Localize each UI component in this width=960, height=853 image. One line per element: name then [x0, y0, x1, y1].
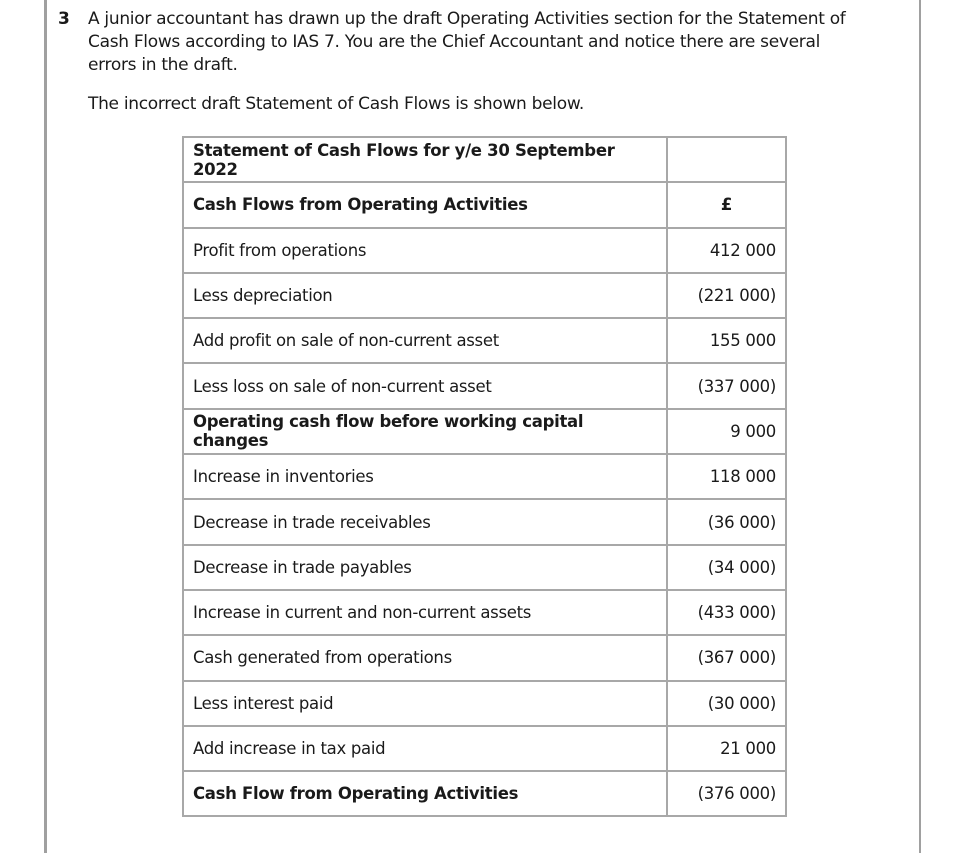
row-value: (36 000)	[667, 499, 786, 544]
row-label: Cash Flow from Operating Activities	[183, 771, 667, 816]
table-row	[183, 454, 786, 499]
table-row	[183, 771, 786, 816]
row-label: Decrease in trade payables	[183, 545, 667, 590]
table-row	[183, 545, 786, 590]
row-value: (433 000)	[667, 590, 786, 635]
table-row	[183, 182, 786, 227]
question-intro: The incorrect draft Statement of Cash Flows is shown below.	[88, 94, 584, 114]
table-row	[183, 590, 786, 635]
row-value: (30 000)	[667, 681, 786, 726]
table-row	[183, 726, 786, 771]
row-label: Add profit on sale of non-current asset	[183, 318, 667, 363]
row-label: Cash Flows from Operating Activities	[183, 182, 667, 227]
table-row	[183, 681, 786, 726]
question-number: 3	[58, 9, 70, 29]
table-title: Statement of Cash Flows for y/e 30 September 2022	[183, 137, 667, 182]
row-label: Operating cash flow before working capital changes	[183, 409, 667, 454]
table-row	[183, 635, 786, 680]
row-value: (367 000)	[667, 635, 786, 680]
row-label: Less depreciation	[183, 273, 667, 318]
question-text: A junior accountant has drawn up the draft Operating Activities section for the Statement of Cash Flows according to IAS 7. You are the Chief Accountant and notice there are several errors in the draft.	[88, 9, 846, 75]
row-value: £	[667, 182, 786, 227]
left-margin-bar	[44, 0, 47, 853]
table-title-row	[183, 137, 786, 182]
row-label: Cash generated from operations	[183, 635, 667, 680]
row-label: Profit from operations	[183, 228, 667, 273]
row-label: Increase in current and non-current assets	[183, 590, 667, 635]
row-value: (376 000)	[667, 771, 786, 816]
cash-flow-table	[182, 136, 787, 817]
table-row	[183, 409, 786, 454]
row-label: Increase in inventories	[183, 454, 667, 499]
row-value: 21 000	[667, 726, 786, 771]
row-value: 9 000	[667, 409, 786, 454]
row-value: (221 000)	[667, 273, 786, 318]
row-value: (337 000)	[667, 363, 786, 408]
row-label: Add increase in tax paid	[183, 726, 667, 771]
row-value: (34 000)	[667, 545, 786, 590]
table-row	[183, 363, 786, 408]
row-value: 118 000	[667, 454, 786, 499]
table-row	[183, 228, 786, 273]
row-value: 155 000	[667, 318, 786, 363]
right-margin-bar	[919, 0, 921, 853]
table-title-empty-cell	[667, 137, 786, 182]
row-value: 412 000	[667, 228, 786, 273]
table-row	[183, 318, 786, 363]
table-row	[183, 499, 786, 544]
row-label: Less loss on sale of non-current asset	[183, 363, 667, 408]
row-label: Less interest paid	[183, 681, 667, 726]
table-row	[183, 273, 786, 318]
row-label: Decrease in trade receivables	[183, 499, 667, 544]
